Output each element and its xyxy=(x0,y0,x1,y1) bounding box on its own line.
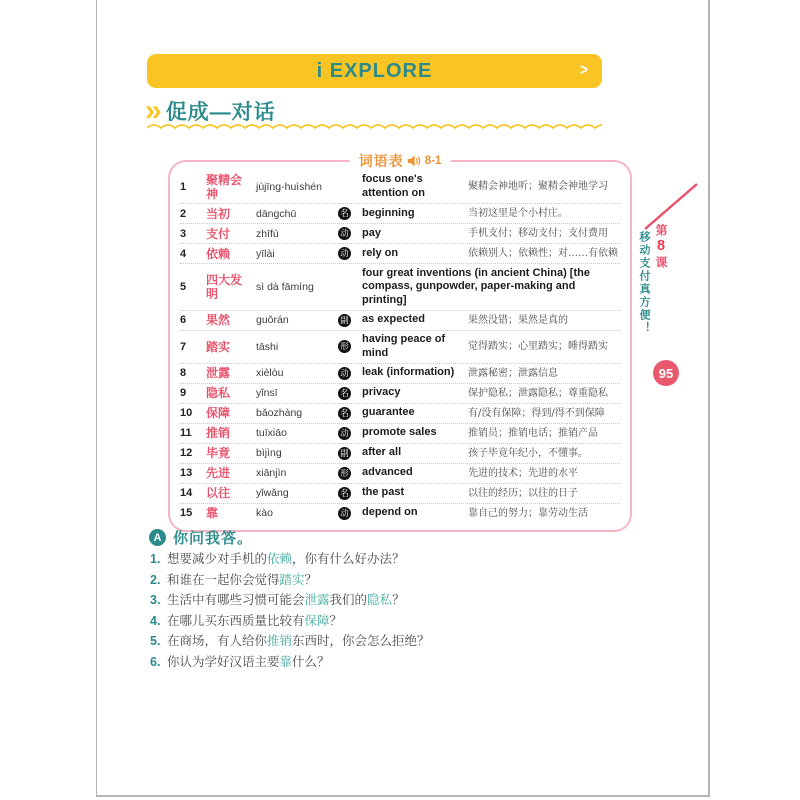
word-english: focus one's attention on xyxy=(362,173,425,199)
question-keyword: 推销 xyxy=(267,634,293,648)
word-chinese: 果然 xyxy=(206,313,231,327)
vocab-table-label xyxy=(350,151,451,171)
vocab-row xyxy=(180,444,620,464)
word-chinese: 聚精会神 xyxy=(206,172,243,201)
word-pinyin: yīlài xyxy=(256,247,275,260)
book-page xyxy=(96,0,710,797)
speaker-icon xyxy=(408,155,421,167)
pos-badge: 动 xyxy=(338,367,351,380)
question-fragment: ？ xyxy=(392,593,405,607)
word-pinyin: yǐwǎng xyxy=(256,487,289,499)
page-number-badge: 95 xyxy=(653,360,679,386)
word-english: after all xyxy=(362,446,402,459)
word-examples: 聚精会神地听；聚精会神地学习 xyxy=(468,181,608,192)
word-number: 6 xyxy=(180,314,187,326)
vocab-row xyxy=(180,204,620,224)
word-number: 3 xyxy=(180,227,187,240)
word-english: guarantee xyxy=(362,406,415,419)
pos-cell xyxy=(338,367,358,380)
vocab-rows xyxy=(180,170,620,523)
word-english: beginning xyxy=(362,206,415,219)
word-pinyin: kào xyxy=(256,507,273,519)
word-number: 9 xyxy=(180,387,187,399)
section-title: 促成—对话 xyxy=(165,101,276,124)
question-fragment: 东西时，你会怎么拒绝？ xyxy=(292,634,430,648)
word-examples: 推销员；推销电话；推销产品 xyxy=(468,427,598,439)
question-fragment: 我们的 xyxy=(329,593,368,607)
chevron-right-icon: > xyxy=(580,60,589,79)
pos-badge: 名 xyxy=(338,207,351,220)
word-examples: 先进的技术；先进的水平 xyxy=(468,467,578,479)
vocab-row xyxy=(180,244,620,264)
lesson-prefix: 第 xyxy=(654,224,668,238)
question-text xyxy=(167,573,317,587)
word-english: advanced xyxy=(362,466,413,479)
pos-badge: 副 xyxy=(338,447,351,460)
word-chinese: 支付 xyxy=(206,226,231,241)
word-number: 1 xyxy=(180,180,187,193)
word-pinyin: xièlòu xyxy=(256,367,284,379)
word-pinyin: zhīfù xyxy=(256,227,279,240)
word-english: having peace of mind xyxy=(362,333,446,359)
word-number: 13 xyxy=(180,467,193,479)
pos-badge: 名 xyxy=(338,387,351,400)
word-chinese: 隐私 xyxy=(206,386,231,400)
pos-cell xyxy=(338,340,358,353)
question-number: 1. xyxy=(150,552,161,566)
word-examples: 有/没有保障；得到/得不到保障 xyxy=(468,407,605,419)
vocab-row xyxy=(180,404,620,424)
word-examples: 泄露秘密；泄露信息 xyxy=(468,367,558,379)
word-pinyin: yǐnsī xyxy=(256,387,278,399)
word-number: 10 xyxy=(180,407,193,419)
word-pinyin: bǎozhàng xyxy=(256,407,303,419)
lesson-number: 8 xyxy=(653,238,669,256)
word-examples: 孩子毕竟年纪小，不懂事。 xyxy=(468,447,588,459)
question-keyword: 隐私 xyxy=(367,593,393,607)
lesson-side-tab xyxy=(638,224,670,335)
question-fragment: 你认为学好汉语主要 xyxy=(167,654,280,669)
question-keyword: 依赖 xyxy=(267,552,293,566)
pos-badge: 名 xyxy=(338,487,351,500)
word-number: 7 xyxy=(180,340,187,353)
word-pinyin: dāngchū xyxy=(256,207,297,220)
question-number: 2. xyxy=(150,572,161,587)
vocab-row xyxy=(180,364,620,384)
question-item xyxy=(150,573,580,587)
word-english: as expected xyxy=(362,313,425,326)
qa-title: 你问我答。 xyxy=(173,530,254,547)
explore-banner xyxy=(147,54,602,88)
question-fragment: ，你有什么好办法？ xyxy=(292,552,405,566)
word-number: 15 xyxy=(180,507,193,519)
lesson-title: 移动支付真方便！ xyxy=(638,231,650,335)
pos-cell xyxy=(338,207,358,220)
question-keyword: 踏实 xyxy=(279,572,305,587)
vocab-row xyxy=(180,224,620,244)
vocab-row xyxy=(180,264,620,311)
word-chinese: 保障 xyxy=(206,406,231,420)
question-fragment: ？ xyxy=(329,613,343,628)
vocab-row xyxy=(180,384,620,404)
vocab-row xyxy=(180,504,620,523)
word-english: promote sales xyxy=(362,426,437,439)
word-chinese: 当初 xyxy=(206,206,231,221)
word-chinese: 四大发明 xyxy=(206,272,243,301)
word-examples: 依赖别人；依赖性；对……有依赖 xyxy=(468,248,618,259)
question-fragment: ？ xyxy=(304,572,318,587)
pos-cell xyxy=(338,467,358,480)
word-pinyin: tāshi xyxy=(256,340,279,353)
word-chinese: 踏实 xyxy=(206,339,231,354)
lesson-suffix: 课 xyxy=(654,256,668,270)
word-english: four great inventions (in ancient China) [the compass, gunpowder, paper-making and printing] xyxy=(362,266,590,306)
word-chinese: 毕竟 xyxy=(206,446,231,460)
word-examples: 果然没错；果然是真的 xyxy=(468,314,568,326)
question-text xyxy=(167,655,330,669)
word-examples: 手机支付；移动支付；支付费用 xyxy=(468,228,608,239)
question-number: 6. xyxy=(150,654,161,669)
vocab-row xyxy=(180,424,620,444)
question-fragment: 想要减少对手机的 xyxy=(167,552,268,566)
double-chevron-icon: » xyxy=(145,94,159,127)
question-keyword: 泄露 xyxy=(304,593,330,607)
word-chinese: 推销 xyxy=(206,426,231,440)
word-number: 5 xyxy=(180,280,187,293)
pos-cell xyxy=(338,227,358,240)
pos-badge: 名 xyxy=(338,407,351,420)
pos-badge: 动 xyxy=(338,247,351,260)
question-list xyxy=(150,552,580,675)
question-text xyxy=(167,634,430,648)
question-number: 5. xyxy=(150,634,161,648)
question-item xyxy=(150,593,580,607)
word-number: 11 xyxy=(180,427,192,439)
pos-badge: 动 xyxy=(338,427,351,440)
word-chinese: 依赖 xyxy=(206,246,231,261)
question-item xyxy=(150,634,580,648)
word-number: 8 xyxy=(180,367,187,379)
pos-cell xyxy=(338,387,358,400)
pos-badge: 副 xyxy=(338,314,351,327)
vocab-row xyxy=(180,331,620,364)
question-item xyxy=(150,614,580,628)
vocab-row xyxy=(180,484,620,504)
question-item xyxy=(150,655,580,669)
word-number: 4 xyxy=(180,247,187,260)
pos-badge: 动 xyxy=(338,227,351,240)
word-chinese: 泄露 xyxy=(206,366,231,380)
word-examples: 当初这里是个小村庄。 xyxy=(468,208,568,219)
word-pinyin: jùjīng-huìshén xyxy=(256,180,322,193)
vocab-table xyxy=(168,153,632,532)
word-pinyin: xiānjìn xyxy=(256,467,287,479)
pos-cell xyxy=(338,407,358,420)
question-fragment: 什么？ xyxy=(292,654,330,669)
question-fragment: 在哪儿买东西质量比较有 xyxy=(167,613,305,628)
word-pinyin: tuīxiāo xyxy=(256,427,287,439)
pos-cell xyxy=(338,314,358,327)
question-fragment: 在商场，有人给你 xyxy=(167,634,268,648)
question-keyword: 保障 xyxy=(304,613,330,628)
question-fragment: 生活中有哪些习惯可能会 xyxy=(167,593,305,607)
qa-heading xyxy=(149,527,253,548)
pos-badge: 形 xyxy=(338,467,351,480)
question-number: 3. xyxy=(150,593,161,607)
word-examples: 靠自己的努力；靠劳动生活 xyxy=(468,507,588,519)
question-keyword: 靠 xyxy=(279,654,293,669)
word-english: pay xyxy=(362,226,381,239)
word-examples: 保护隐私；泄露隐私；尊重隐私 xyxy=(468,387,608,399)
vocab-row xyxy=(180,170,620,204)
question-text xyxy=(167,552,405,566)
wavy-underline xyxy=(147,122,602,131)
word-number: 2 xyxy=(180,207,187,220)
word-english: the past xyxy=(362,486,405,499)
question-number: 4. xyxy=(150,613,161,628)
vocab-label-text: 词语表 xyxy=(358,153,404,169)
pos-cell xyxy=(338,487,358,500)
word-chinese: 先进 xyxy=(206,466,231,480)
pos-cell xyxy=(338,447,358,460)
pos-cell xyxy=(338,507,358,520)
word-pinyin: bìjìng xyxy=(256,447,282,459)
word-english: rely on xyxy=(362,246,399,259)
pos-cell xyxy=(338,427,358,440)
word-pinyin: guǒrán xyxy=(256,314,289,326)
word-english: privacy xyxy=(362,386,401,399)
pos-cell xyxy=(338,247,358,260)
word-number: 12 xyxy=(180,447,193,459)
word-examples: 以往的经历；以往的日子 xyxy=(468,487,578,499)
word-examples: 觉得踏实；心里踏实；睡得踏实 xyxy=(468,341,608,352)
question-item xyxy=(150,552,580,566)
pos-badge: 动 xyxy=(338,507,351,520)
word-english: leak (information) xyxy=(362,366,455,379)
word-number: 14 xyxy=(180,487,193,499)
word-chinese: 靠 xyxy=(206,506,219,520)
question-text xyxy=(167,593,405,607)
word-chinese: 以往 xyxy=(206,486,231,500)
vocab-row xyxy=(180,311,620,331)
word-pinyin: sì dà fāmíng xyxy=(256,280,314,293)
pos-badge: 形 xyxy=(338,340,351,353)
word-english: depend on xyxy=(362,506,418,519)
banner-title: i EXPLORE xyxy=(316,59,433,82)
audio-track-label: 8-1 xyxy=(424,155,442,167)
activity-a-badge: A xyxy=(149,529,166,546)
vocab-row xyxy=(180,464,620,484)
question-text xyxy=(167,614,342,628)
question-fragment: 和谁在一起你会觉得 xyxy=(167,572,280,587)
